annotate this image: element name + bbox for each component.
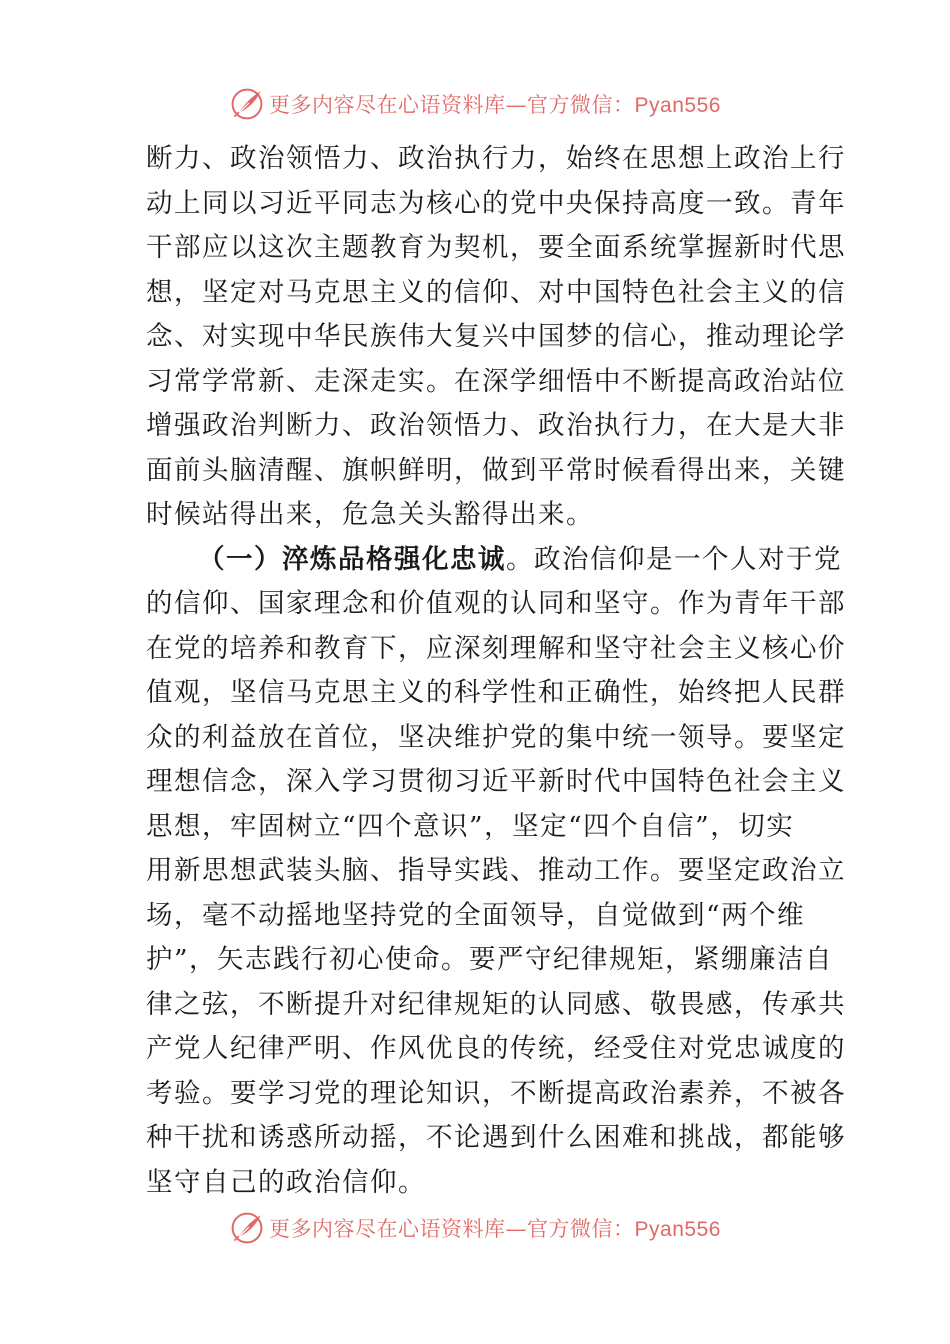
text-line: 增强政治判断力、政治领悟力、政治执行力，在大是大非 xyxy=(146,410,846,441)
text-line: 种干扰和诱惑所动摇，不论遇到什么困难和挑战，都能够 xyxy=(146,1122,846,1153)
text-line: 律之弦，不断提升对纪律规矩的认同感、敬畏感，传承共 xyxy=(146,988,846,1020)
text-line: 产党人纪律严明、作风优良的传统，经受住对党忠诚度的 xyxy=(146,1033,846,1064)
text-line: 习常学常新、走深走实。在深学细悟中不断提高政治站位 xyxy=(146,365,846,397)
text-line: 值观，坚信马克思主义的科学性和正确性，始终把人民群 xyxy=(146,677,846,708)
document-body xyxy=(146,137,846,1205)
heading-continuation: 。政治信仰是一个人对于党 xyxy=(506,543,842,575)
text-line: 场，毫不动摇地坚持党的全面领导，自觉做到“两个维 xyxy=(146,899,806,931)
quill-pen-icon xyxy=(229,86,265,122)
footer-watermark-banner xyxy=(0,1206,950,1250)
text-line: 理想信念，深入学习贯彻习近平新时代中国特色社会主义 xyxy=(146,766,846,797)
paragraph-1 xyxy=(146,137,846,538)
header-watermark-banner xyxy=(0,82,950,126)
text-line: 念、对实现中华民族伟大复兴中国梦的信心，推动理论学 xyxy=(146,321,846,352)
wechat-handle: Pyan556 xyxy=(634,1218,721,1241)
text-line: 众的利益放在首位，坚决维护党的集中统一领导。要坚定 xyxy=(146,721,846,753)
text-line: 护”，矢志践行初心使命。要严守纪律规矩，紧绷廉洁自 xyxy=(146,944,834,975)
text-line: 想，坚定对马克思主义的信仰、对中国特色社会主义的信 xyxy=(146,276,846,308)
text-line: 用新思想武装头脑、指导实践、推动工作。要坚定政治立 xyxy=(146,855,846,886)
text-line: 断力、政治领悟力、政治执行力，始终在思想上政治上行 xyxy=(146,143,846,174)
section-heading: （一）淬炼品格强化忠诚 xyxy=(198,543,506,575)
text-line: 动上同以习近平同志为核心的党中央保持高度一致。青年 xyxy=(146,187,846,219)
text-line-first xyxy=(146,538,842,583)
text-line: 在党的培养和教育下，应深刻理解和坚守社会主义核心价 xyxy=(146,632,846,664)
quill-pen-icon xyxy=(229,1210,265,1246)
paragraph-2 xyxy=(146,538,846,1206)
text-line: 的信仰、国家理念和价值观的认同和坚守。作为青年干部 xyxy=(146,588,846,619)
text-line: 时候站得出来，危急关头豁得出来。 xyxy=(146,499,594,530)
text-line: 坚守自己的政治信仰。 xyxy=(146,1166,426,1198)
watermark-text: 更多内容尽在心语资料库—官方微信：Pyan556 xyxy=(269,93,721,117)
text-line: 面前头脑清醒、旗帜鲜明，做到平常时候看得出来，关键 xyxy=(146,454,846,486)
wechat-handle: Pyan556 xyxy=(634,94,721,117)
text-line: 思想，牢固树立“四个意识”，坚定“四个自信”，切实 xyxy=(146,810,795,842)
text-line: 考验。要学习党的理论知识，不断提高政治素养，不被各 xyxy=(146,1077,846,1109)
text-line: 干部应以这次主题教育为契机，要全面系统掌握新时代思 xyxy=(146,232,846,263)
watermark-text: 更多内容尽在心语资料库—官方微信：Pyan556 xyxy=(269,1217,721,1241)
